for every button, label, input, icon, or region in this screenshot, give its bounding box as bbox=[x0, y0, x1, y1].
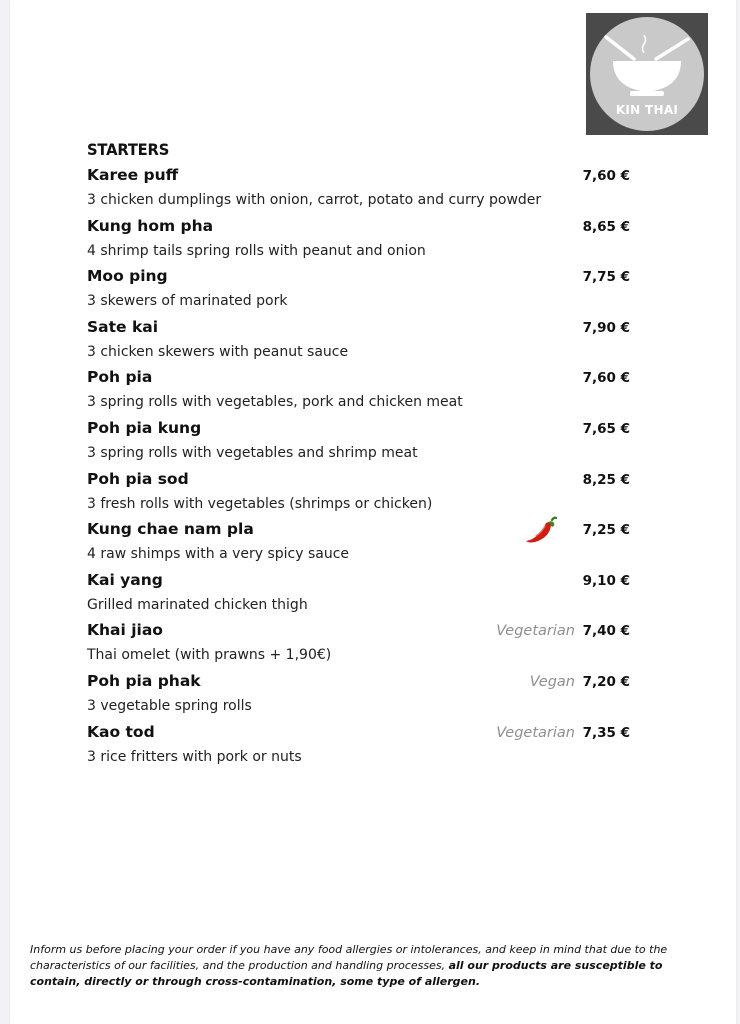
menu-item-price: 7,35 € bbox=[582, 724, 630, 741]
menu-item bbox=[0, 368, 740, 418]
menu-item-name: Poh pia sod bbox=[87, 469, 189, 488]
menu-item-name: Kao tod bbox=[87, 722, 155, 741]
menu-item-description: Grilled marinated chicken thigh bbox=[87, 596, 308, 613]
menu-item-description: 4 shrimp tails spring rolls with peanut and onion bbox=[87, 242, 426, 259]
menu-item-description: 3 chicken dumplings with onion, carrot, potato and curry powder bbox=[87, 192, 542, 208]
menu-item-price: 7,90 € bbox=[582, 319, 630, 336]
menu-item-price: 7,60 € bbox=[582, 168, 630, 184]
menu-item-description: 4 raw shimps with a very spicy sauce bbox=[87, 546, 350, 563]
menu-item bbox=[0, 470, 740, 520]
menu-item-name: Karee puff bbox=[87, 166, 179, 184]
menu-item-description: 3 fresh rolls with vegetables (shrimps or chicken) bbox=[87, 495, 433, 512]
menu-item-price: 7,20 € bbox=[582, 674, 630, 690]
menu-item-name: Kung chae nam pla bbox=[87, 520, 254, 539]
menu-item-name: Poh pia phak bbox=[87, 672, 201, 690]
menu-item bbox=[0, 672, 740, 722]
menu-item-description: 3 skewers of marinated pork bbox=[87, 293, 288, 310]
menu-item bbox=[0, 267, 740, 317]
menu-item-name: Sate kai bbox=[87, 317, 159, 336]
menu-item bbox=[0, 166, 740, 216]
menu-item-name: Poh pia kung bbox=[87, 419, 202, 437]
menu-item-name: Moo ping bbox=[87, 267, 168, 286]
menu-item-name: Kai yang bbox=[87, 570, 163, 589]
menu-item-diet-tag: Vegan bbox=[529, 674, 575, 690]
menu-item bbox=[0, 318, 740, 368]
menu-item-price: 8,65 € bbox=[582, 218, 630, 235]
menu-item bbox=[0, 520, 740, 570]
menu-item bbox=[0, 217, 740, 267]
menu-item-price: 7,25 € bbox=[582, 522, 630, 539]
menu-item-price: 7,65 € bbox=[582, 421, 630, 437]
menu-item-price: 7,75 € bbox=[582, 269, 630, 286]
menu-item-description: 3 vegetable spring rolls bbox=[87, 698, 252, 714]
chili-pepper-icon bbox=[524, 516, 558, 550]
menu-item-description: Thai omelet (with prawns + 1,90€) bbox=[87, 647, 332, 664]
restaurant-logo bbox=[586, 13, 708, 135]
allergen-notice bbox=[30, 942, 710, 990]
menu-item-diet-tag: Vegetarian bbox=[496, 623, 575, 640]
menu-item-description: 3 chicken skewers with peanut sauce bbox=[87, 343, 349, 360]
menu-item bbox=[0, 621, 740, 671]
menu-item-price: 7,40 € bbox=[582, 623, 630, 640]
logo-text: KIN THAI bbox=[615, 103, 679, 117]
allergen-notice-bold: all our products are susceptible to contain, directly or through cross-contamination, some type of allergen. bbox=[30, 959, 663, 988]
menu-item-price: 8,25 € bbox=[582, 471, 630, 488]
allergen-notice-text: Inform us before placing your order if you have any food allergies or intolerances, and keep in mind that due to the characteristics of our facilities, and the production and handling processes, bbox=[30, 943, 668, 972]
menu-item-diet-tag: Vegetarian bbox=[496, 724, 575, 741]
menu-item-name: Kung hom pha bbox=[87, 216, 214, 235]
menu-item-name: Poh pia bbox=[87, 368, 153, 387]
menu-item-name: Khai jiao bbox=[87, 621, 163, 640]
menu-item bbox=[0, 571, 740, 621]
menu-item-price: 9,10 € bbox=[582, 572, 630, 589]
section-title: STARTERS bbox=[87, 140, 170, 159]
menu-item bbox=[0, 419, 740, 469]
menu-item-description: 3 rice fritters with pork or nuts bbox=[87, 748, 302, 765]
menu-item bbox=[0, 723, 740, 773]
menu-item-description: 3 spring rolls with vegetables and shrimp meat bbox=[87, 445, 418, 461]
menu-item-price: 7,60 € bbox=[582, 370, 630, 387]
menu-item-description: 3 spring rolls with vegetables, pork and chicken meat bbox=[87, 394, 463, 411]
